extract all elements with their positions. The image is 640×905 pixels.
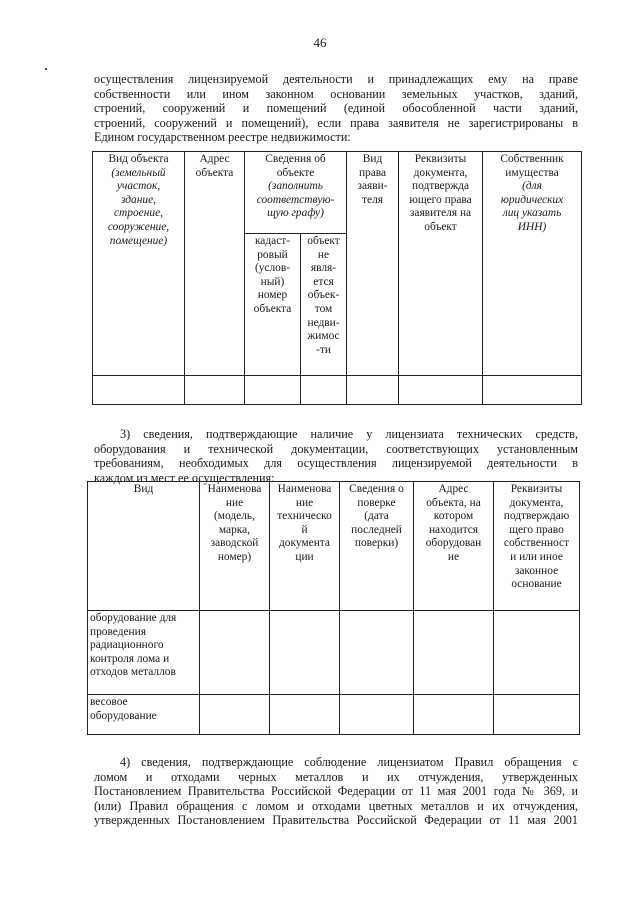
table-cell — [93, 376, 185, 405]
header-not-real-estate: объект не явля- ется объек- том недви- жимос -ти — [301, 234, 347, 376]
table-cell — [414, 695, 494, 735]
intro-paragraph — [94, 72, 578, 145]
intro-line: Едином государственном реестре недвижимости: — [94, 130, 351, 145]
intro-line: осуществления лицензируемой деятельности и принадлежащих ему на праве — [94, 72, 578, 86]
header-object-type: Вид объекта (земельный участок, здание, строение, сооружение, помещение) — [93, 152, 185, 376]
section-4-line: Постановлением Правительства Российской Федерации от 11 мая 2001 года № 369, и — [94, 784, 578, 799]
header-technical-docs: Наименова ние техническо й документа ции — [270, 482, 340, 611]
intro-line: строений, сооружений и помещений (единой обособленной части зданий, — [94, 101, 578, 116]
section-3-line: каждом из мест ее осуществления: — [94, 470, 275, 485]
header-ownership-document: Реквизиты документа, подтверждаю щего право собственност и или иное законное основание — [494, 482, 580, 611]
table-cell — [340, 611, 414, 695]
scan-speck — [45, 68, 47, 70]
section-3-paragraph — [94, 427, 578, 442]
header-verification: Сведения о поверке (дата последней поверки) — [340, 482, 414, 611]
table-cell — [270, 695, 340, 735]
header-object-info: Сведения об объекте (заполнить соответствую- щую графу) — [245, 152, 347, 234]
table-row — [88, 611, 580, 695]
header-cadastral-number: кадаст- ровый (услов- ный) номер объекта — [245, 234, 301, 376]
section-3-paragraph-body — [94, 442, 578, 486]
table-cell — [301, 376, 347, 405]
header-document-requisites: Реквизиты документа, подтвержда ющего права заявителя на объект — [399, 152, 483, 376]
intro-line: строений, сооружений и помещений), если права заявителя не зарегистрированы в — [94, 115, 578, 130]
table-cell — [245, 376, 301, 405]
header-equipment-name: Наименова ние (модель, марка, заводской номер) — [200, 482, 270, 611]
table-cell — [185, 376, 245, 405]
section-3-line: требованиям, необходимых для осуществления лицензируемой деятельности в — [94, 456, 578, 471]
header-equipment-address: Адрес объекта, на котором находится оборудован ие — [414, 482, 494, 611]
page-number: 46 — [313, 35, 327, 50]
row-label-radiation-control: оборудование для проведения радиационного контроля лома и отходов металлов — [88, 611, 200, 695]
table-cell — [270, 611, 340, 695]
equipment-table — [87, 481, 580, 735]
section-4-line: (или) Правил обращения с ломом и отходами цветных металлов и их отчуждения, — [94, 798, 578, 813]
table-row — [88, 695, 580, 735]
table-cell — [340, 695, 414, 735]
header-object-address: Адрес объекта — [185, 152, 245, 376]
section-4-line: ломом и отходами черных металлов и их отчуждения, утвержденных — [94, 769, 578, 784]
table-cell — [414, 611, 494, 695]
table-cell — [347, 376, 399, 405]
section-3-line: 3) сведения, подтверждающие наличие у лицензиата технических средств, — [120, 427, 578, 441]
section-4-line: утвержденных Постановлением Правительства Российской Федерации от 11 мая 2001 — [94, 813, 578, 828]
section-4-paragraph-body — [94, 770, 578, 828]
table-cell — [399, 376, 483, 405]
table-row — [93, 376, 582, 405]
table-cell — [494, 695, 580, 735]
row-label-weighing-equipment: весовое оборудование — [88, 695, 200, 735]
header-right-type: Вид права заяви- теля — [347, 152, 399, 376]
table-cell — [200, 695, 270, 735]
section-3-line: оборудования и технической документации, соответствующих установленным — [94, 441, 578, 456]
property-objects-table — [92, 151, 582, 405]
header-property-owner: Собственник имущества (для юридических лиц указать ИНН) — [483, 152, 582, 376]
intro-line: собственности или ином законном основании земельных участков, зданий, — [94, 86, 578, 101]
section-4-line: 4) сведения, подтверждающие соблюдение лицензиатом Правил обращения с — [120, 755, 578, 769]
table-cell — [483, 376, 582, 405]
header-type: Вид — [88, 482, 200, 611]
section-4-paragraph — [94, 755, 578, 770]
table-cell — [200, 611, 270, 695]
table-cell — [494, 611, 580, 695]
